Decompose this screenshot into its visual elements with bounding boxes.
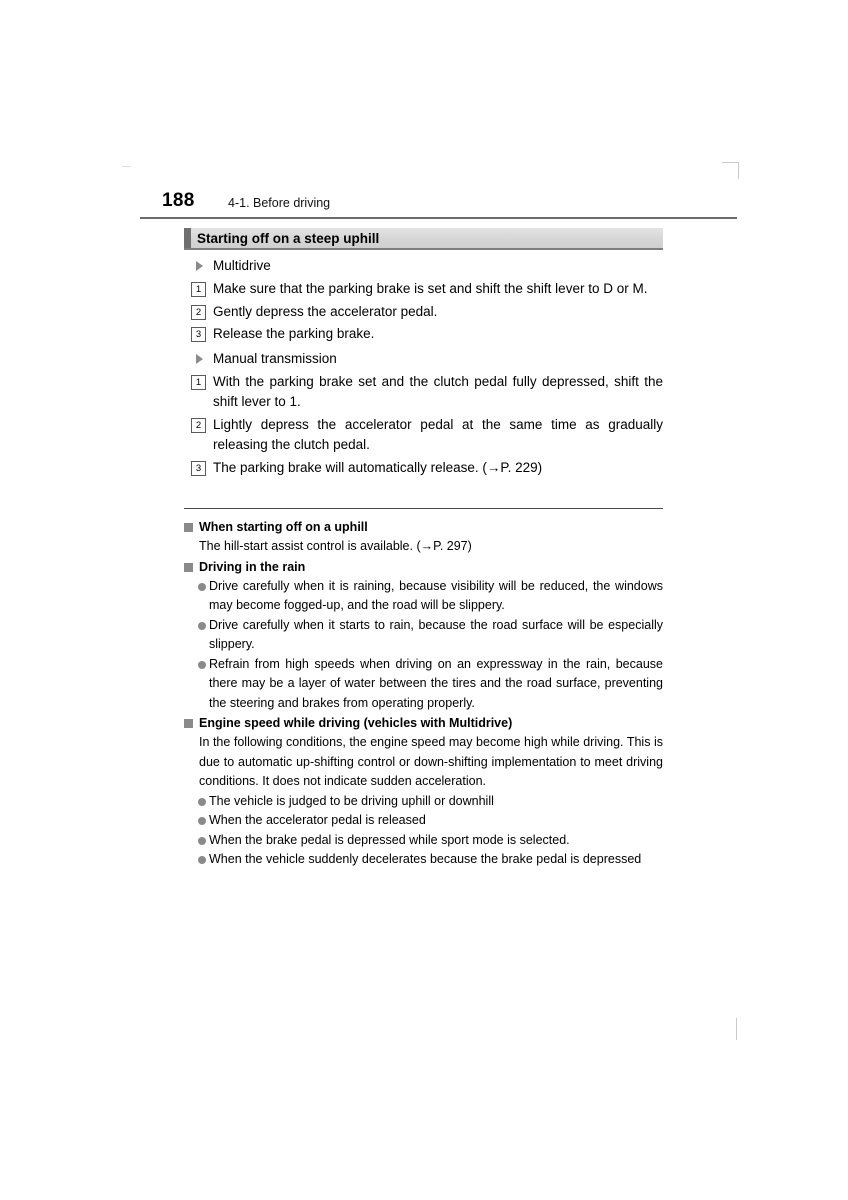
procedure-step	[184, 324, 663, 345]
round-bullet-icon	[198, 856, 206, 864]
note-bullet-text: When the vehicle suddenly decelerates because the brake pedal is depressed	[209, 852, 642, 866]
round-bullet-icon	[198, 622, 206, 630]
note-bullet-text: Drive carefully when it is raining, because visibility will be reduced, the windows may become fogged-up, and the road will be slippery.	[209, 578, 663, 612]
note-bullet-item	[184, 577, 663, 616]
round-bullet-icon	[198, 817, 206, 825]
note-heading-label: Engine speed while driving (vehicles with Multidrive)	[199, 716, 513, 730]
running-header	[140, 190, 738, 214]
note-heading-rain	[184, 558, 663, 577]
procedure-step	[184, 279, 663, 300]
procedure-content	[184, 252, 663, 480]
step-text: Gently depress the accelerator pedal.	[213, 303, 438, 319]
note-bullet-item	[184, 831, 663, 851]
step-text: The parking brake will automatically release. (→P. 229)	[213, 459, 543, 475]
note-bullet-text: The vehicle is judged to be driving uphill or downhill	[209, 793, 494, 808]
subheading-label: Manual transmission	[213, 350, 337, 366]
step-text: With the parking brake set and the clutch pedal fully depressed, shift the shift lever to 1.	[213, 373, 663, 409]
note-bullet-text: Drive carefully when it starts to rain, because the road surface will be especially slippery.	[209, 617, 663, 651]
note-body-uphill: The hill-start assist control is available. (→P. 297)	[199, 539, 472, 553]
section-title-bar	[184, 228, 663, 250]
crop-mark-top-left-icon	[122, 166, 131, 167]
note-bullet-text: When the brake pedal is depressed while sport mode is selected.	[209, 832, 570, 847]
round-bullet-icon	[198, 798, 206, 806]
square-bullet-icon	[184, 719, 193, 728]
procedure-step	[184, 372, 663, 413]
title-accent-bar	[184, 228, 191, 248]
note-heading-uphill	[184, 518, 663, 537]
note-heading-engine-speed	[184, 714, 663, 733]
note-bullet-item	[184, 792, 663, 812]
note-bullet-text: Refrain from high speeds when driving on an expressway in the rain, because there may be a layer of water between the tires and the road surface, preventing the steering and brakes from operating properly.	[209, 656, 663, 710]
subheading-label: Multidrive	[213, 258, 271, 273]
procedure-subheading-multidrive	[184, 255, 663, 276]
note-bullet-item	[184, 616, 663, 655]
procedure-step	[184, 458, 663, 479]
note-bullet-text: When the accelerator pedal is released	[209, 813, 426, 827]
procedure-subheading-manual-transmission	[184, 348, 663, 369]
square-bullet-icon	[184, 563, 193, 572]
crop-mark-bottom-right-icon	[736, 1018, 737, 1040]
round-bullet-icon	[198, 661, 206, 669]
round-bullet-icon	[198, 583, 206, 591]
note-bullet-item	[184, 655, 663, 714]
step-text: Lightly depress the accelerator pedal at the same time as gradually releasing the clutch pedal.	[213, 416, 663, 452]
page-number: 188	[162, 190, 195, 211]
step-number-badge: 2	[191, 418, 206, 433]
header-section-title: 4-1. Before driving	[228, 196, 331, 210]
content-divider	[184, 508, 663, 509]
step-number-badge: 3	[191, 461, 206, 476]
note-heading-label: When starting off on a uphill	[199, 520, 368, 534]
note-bullet-item	[184, 850, 663, 870]
crop-mark-top-right-icon	[722, 162, 739, 179]
procedure-step	[184, 415, 663, 456]
section-title: Starting off on a steep uphill	[197, 231, 380, 246]
procedure-step	[184, 302, 663, 323]
note-bullet-item	[184, 811, 663, 831]
triangle-bullet-icon	[196, 354, 203, 364]
notes-content	[184, 517, 663, 870]
round-bullet-icon	[198, 837, 206, 845]
step-number-badge: 1	[191, 282, 206, 297]
step-number-badge: 3	[191, 327, 206, 342]
triangle-bullet-icon	[196, 261, 203, 271]
header-divider	[140, 217, 737, 219]
note-heading-label: Driving in the rain	[199, 559, 306, 574]
step-number-badge: 2	[191, 305, 206, 320]
step-text: Make sure that the parking brake is set and shift the shift lever to D or M.	[213, 281, 648, 296]
square-bullet-icon	[184, 523, 193, 532]
step-number-badge: 1	[191, 375, 206, 390]
step-text: Release the parking brake.	[213, 326, 375, 341]
note-body-engine-speed: In the following conditions, the engine speed may become high while driving. This is due to automatic up-shifting control or down-shifting implementation to meet driving conditions. It does not indicate sudden acceleration.	[199, 735, 663, 788]
